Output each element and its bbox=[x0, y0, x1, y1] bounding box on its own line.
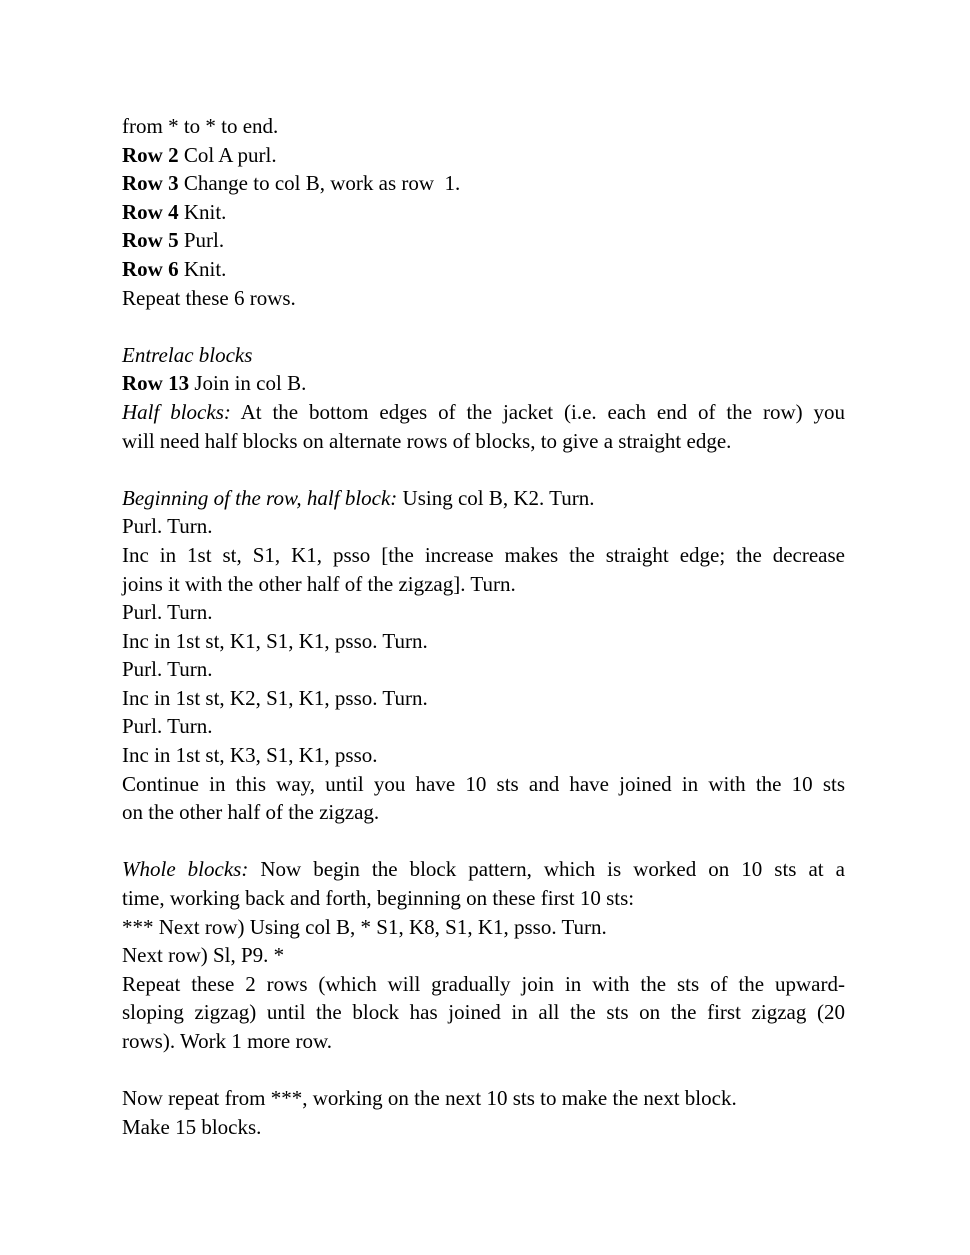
paragraph bbox=[122, 112, 845, 141]
paragraph bbox=[122, 598, 845, 627]
text-run: Purl. Turn. bbox=[122, 600, 213, 625]
text-line bbox=[122, 941, 845, 970]
text-line bbox=[122, 913, 845, 942]
paragraph bbox=[122, 741, 845, 770]
text-run: Now begin the block pattern, which is worked on 10 sts at a bbox=[248, 857, 845, 882]
text-line bbox=[122, 112, 845, 141]
text-run: Inc in 1st st, S1, K1, psso [the increase makes the straight edge; the decrease bbox=[122, 542, 845, 567]
bold-run: Row 4 bbox=[122, 199, 179, 224]
text-line bbox=[122, 1113, 845, 1142]
text-line bbox=[122, 198, 845, 227]
text-line bbox=[122, 855, 845, 884]
text-line bbox=[122, 970, 845, 999]
text-run: Purl. Turn. bbox=[122, 514, 213, 539]
text-run: Purl. bbox=[178, 228, 225, 253]
text-run: sloping zigzag) until the block has joined in all the sts on the first zigzag (20 bbox=[122, 1000, 845, 1025]
text-run: Knit. bbox=[178, 199, 227, 224]
text-line bbox=[122, 541, 845, 570]
text-line bbox=[122, 884, 845, 913]
text-run: Change to col B, work as row 1. bbox=[178, 171, 461, 196]
text-run: Using col B, K2. Turn. bbox=[397, 485, 595, 510]
paragraph bbox=[122, 655, 845, 684]
paragraph bbox=[122, 541, 845, 598]
text-line bbox=[122, 1084, 845, 1113]
text-run: Inc in 1st st, K1, S1, K1, psso. Turn. bbox=[122, 628, 428, 653]
text-line bbox=[122, 998, 845, 1027]
text-run: Purl. Turn. bbox=[122, 714, 213, 739]
bold-run: Row 13 bbox=[122, 371, 190, 396]
text-line bbox=[122, 798, 845, 827]
text-line bbox=[122, 427, 845, 456]
paragraph bbox=[122, 627, 845, 656]
text-run: Knit. bbox=[178, 256, 227, 281]
text-run: *** Next row) Using col B, * S1, K8, S1, K1, psso. Turn. bbox=[122, 914, 607, 939]
text-line bbox=[122, 741, 845, 770]
text-line bbox=[122, 1027, 845, 1056]
italic-run: Beginning of the row, half block: bbox=[122, 485, 398, 510]
paragraph bbox=[122, 341, 845, 370]
page-content bbox=[122, 112, 845, 1141]
text-run: Col A purl. bbox=[178, 142, 277, 167]
paragraph bbox=[122, 684, 845, 713]
italic-run: Half blocks: bbox=[122, 399, 231, 424]
text-line bbox=[122, 570, 845, 599]
text-run: Inc in 1st st, K3, S1, K1, psso. bbox=[122, 743, 378, 768]
text-run: on the other half of the zigzag. bbox=[122, 800, 380, 825]
text-run: Continue in this way, until you have 10 sts and have joined in with the 10 sts bbox=[122, 771, 845, 796]
text-line bbox=[122, 341, 845, 370]
paragraph bbox=[122, 284, 845, 313]
text-line bbox=[122, 512, 845, 541]
text-run: Make 15 blocks. bbox=[122, 1114, 262, 1139]
paragraph bbox=[122, 913, 845, 942]
text-line bbox=[122, 141, 845, 170]
text-line bbox=[122, 226, 845, 255]
text-line bbox=[122, 770, 845, 799]
paragraph bbox=[122, 770, 845, 827]
text-line bbox=[122, 655, 845, 684]
text-run: At the bottom edges of the jacket (i.e. each end of the row) you bbox=[230, 399, 845, 424]
text-line bbox=[122, 627, 845, 656]
italic-run: Entrelac blocks bbox=[122, 342, 253, 367]
text-line bbox=[122, 712, 845, 741]
text-run: rows). Work 1 more row. bbox=[122, 1029, 333, 1053]
text-run: Repeat these 2 rows (which will gradually join in with the sts of the upward- bbox=[122, 971, 845, 996]
paragraph bbox=[122, 1113, 845, 1142]
text-run: time, working back and forth, beginning on these first 10 sts: bbox=[122, 886, 635, 911]
text-run: Join in col B. bbox=[189, 371, 307, 396]
text-line bbox=[122, 255, 845, 284]
paragraph bbox=[122, 484, 845, 513]
text-run: Next row) Sl, P9. * bbox=[122, 943, 285, 968]
bold-run: Row 2 bbox=[122, 142, 179, 167]
text-run: from * to * to end. bbox=[122, 114, 279, 138]
text-line bbox=[122, 169, 845, 198]
paragraph bbox=[122, 1084, 845, 1113]
text-run: Purl. Turn. bbox=[122, 657, 213, 682]
bold-run: Row 5 bbox=[122, 228, 179, 253]
bold-run: Row 3 bbox=[122, 171, 179, 196]
text-line bbox=[122, 484, 845, 513]
paragraph bbox=[122, 169, 845, 198]
text-line bbox=[122, 598, 845, 627]
paragraph bbox=[122, 226, 845, 255]
paragraph bbox=[122, 198, 845, 227]
text-run: will need half blocks on alternate rows of blocks, to give a straight edge. bbox=[122, 428, 732, 453]
bold-run: Row 6 bbox=[122, 256, 179, 281]
paragraph bbox=[122, 855, 845, 912]
text-run: Repeat these 6 rows. bbox=[122, 285, 296, 310]
text-run: Now repeat from ***, working on the next 10 sts to make the next block. bbox=[122, 1086, 737, 1111]
paragraph bbox=[122, 712, 845, 741]
paragraph bbox=[122, 255, 845, 284]
paragraph bbox=[122, 369, 845, 398]
text-line bbox=[122, 284, 845, 313]
text-run: joins it with the other half of the zigzag]. Turn. bbox=[122, 571, 516, 596]
text-line bbox=[122, 684, 845, 713]
paragraph bbox=[122, 398, 845, 455]
paragraph bbox=[122, 970, 845, 1056]
text-line bbox=[122, 369, 845, 398]
paragraph bbox=[122, 141, 845, 170]
italic-run: Whole blocks: bbox=[122, 857, 249, 882]
text-line bbox=[122, 398, 845, 427]
paragraph bbox=[122, 941, 845, 970]
paragraph bbox=[122, 512, 845, 541]
text-run: Inc in 1st st, K2, S1, K1, psso. Turn. bbox=[122, 685, 428, 710]
